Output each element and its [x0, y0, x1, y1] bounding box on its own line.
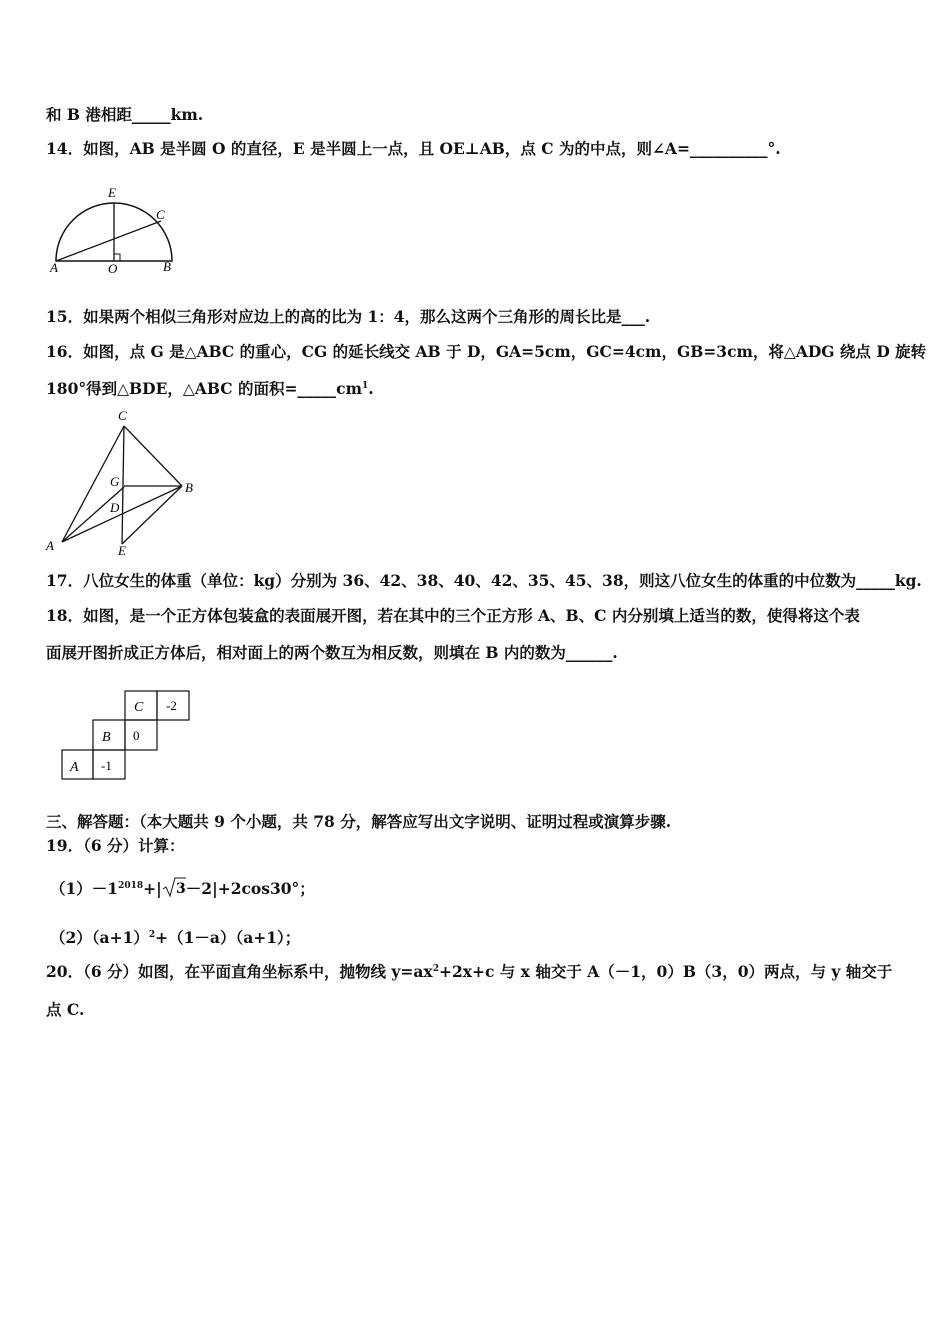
- fig18-label-c: C: [134, 700, 144, 715]
- q19-part2-end: +（1－a）（a+1）；: [155, 928, 301, 947]
- q20-text-1-end: +2x+c 与 x 轴交于 A（－1，0）B（3，0）两点，与 y 轴交于: [438, 962, 893, 981]
- q18-text-2: 面展开图折成正方体后，相对面上的两个数互为相反数，则填在 B 内的数为______.: [46, 643, 618, 662]
- fig16-label-b: B: [185, 480, 193, 495]
- q17-text: 17．八位女生的体重（单位：kg）分别为 36、42、38、40、42、35、45、38，则这八位女生的体重的中位数为_____kg.: [46, 571, 922, 590]
- q20-text-2: 点 C.: [46, 1000, 85, 1019]
- fig18-value-b: 0: [133, 728, 140, 743]
- q16-text-2-main: 180°得到△BDE，△ABC 的面积=_____cm: [46, 379, 363, 398]
- fig14-label-o: O: [108, 261, 118, 276]
- fig18-value-a: -1: [101, 758, 112, 773]
- q16-sup: 1: [362, 380, 369, 391]
- fig16-label-e: E: [118, 543, 126, 558]
- section-3-heading: 三、解答题：（本大题共 9 个小题，共 78 分，解答应写出文字说明、证明过程或演算步骤.: [46, 812, 672, 831]
- fig18-label-b: B: [102, 730, 111, 745]
- fig18-value-c: -2: [166, 698, 177, 713]
- fig18-cube-net: [58, 688, 193, 787]
- q13-tail: 和 B 港相距_____km.: [46, 105, 204, 124]
- fig14-label-e: E: [108, 185, 116, 200]
- q19-part1-abs: +|: [143, 879, 162, 898]
- q19-part2-sup: 2: [148, 929, 156, 940]
- q19-text: 19．（6 分）计算：: [46, 836, 185, 855]
- fig14-label-c: C: [156, 207, 165, 222]
- sqrt-symbol: [162, 876, 186, 898]
- fig14-label-b: B: [163, 259, 171, 274]
- q16-text-1: 16．如图，点 G 是△ABC 的重心，CG 的延长线交 AB 于 D，GA=5cm，GC=4cm，GB=3cm，将△ADG 绕点 D 旋转: [46, 342, 927, 361]
- fig16-label-c: C: [118, 408, 127, 423]
- q19-part2-start: （2）（a+1）: [50, 928, 149, 947]
- q19-part1-end: －2|+2cos30°；: [185, 879, 315, 898]
- sqrt-radicand: 3: [175, 881, 186, 897]
- q20-text-1-start: 20．（6 分）如图，在平面直角坐标系中，抛物线 y=ax: [46, 962, 433, 981]
- q19-part2: [50, 926, 300, 948]
- fig16-label-a: A: [46, 538, 54, 553]
- q19-part1: [50, 876, 315, 899]
- q19-part1-sup: 2018: [118, 880, 144, 891]
- q16-text-2-end: .: [368, 379, 374, 398]
- q20-sup: 2: [432, 963, 439, 974]
- fig18-label-a: A: [70, 760, 79, 775]
- fig16-triangle: [42, 404, 202, 563]
- fig14-label-a: A: [50, 260, 58, 275]
- q18-text-1: 18．如图，是一个正方体包装盒的表面展开图，若在其中的三个正方形 A、B、C 内分别填上适当的数，使得将这个表: [46, 606, 860, 625]
- q15-text: 15．如果两个相似三角形对应边上的高的比为 1：4，那么这两个三角形的周长比是___.: [46, 307, 651, 326]
- q20-text-1: [46, 960, 892, 982]
- fig16-label-d: D: [110, 500, 120, 515]
- fig16-label-g: G: [110, 474, 120, 489]
- q19-part1-start: （1）－1: [50, 879, 119, 898]
- fig14-semicircle: [48, 182, 183, 281]
- q14-text: 14．如图，AB 是半圆 O 的直径，E 是半圆上一点，且 OE⊥AB，点 C 为的中点，则∠A=__________°.: [46, 139, 781, 158]
- q16-text-2: [46, 377, 374, 399]
